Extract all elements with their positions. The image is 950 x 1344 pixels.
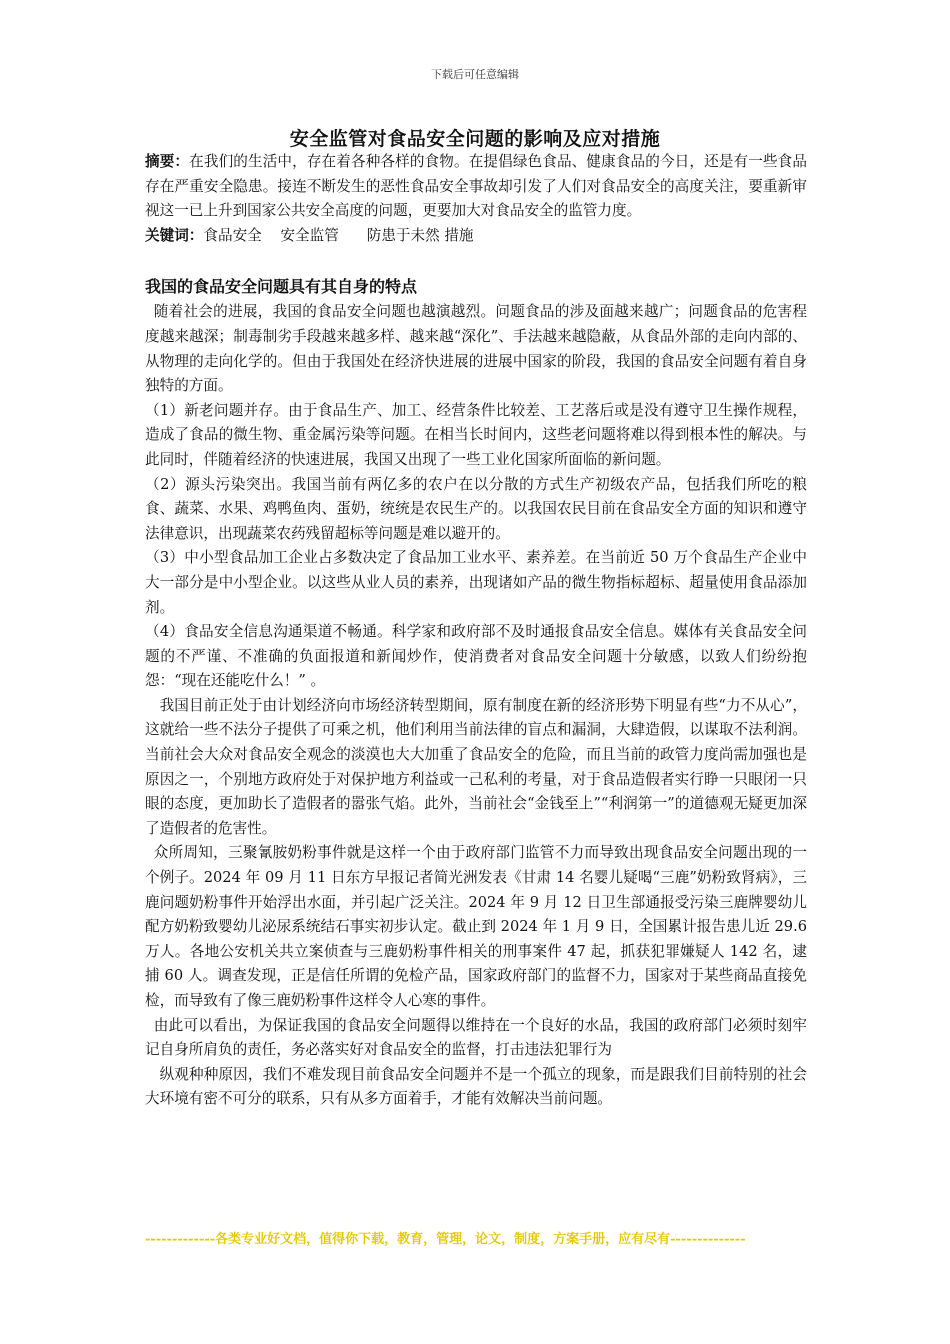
body-paragraph: 我国目前正处于由计划经济向市场经济转型期间，原有制度在新的经济形势下明显有些“力不从心”，这就给一些不法分子提供了可乘之机，他们利用当前法律的盲点和漏洞，大肆造假，以谋取不法利润。当前社会大众对食品安全观念的淡漠也大大加重了食品安全的危险，而且当前的政管力度尚需加强也是原因之一，个别地方政府处于对保护地方利益或一己私利的考量，对于食品造假者实行睁一只眼闭一只眼的态度，更加助长了造假者的嚣张气焰。此外，当前社会“金钱至上”“利润第一”的道德观无疑更加深了造假者的危害性。 bbox=[145, 696, 807, 837]
body-paragraph: 众所周知，三聚氰胺奶粉事件就是这样一个由于政府部门监管不力而导致出现食品安全问题出现的一个例子。2024 年 09 月 11 日东方早报记者简光洲发表《甘肃 14 名婴儿疑喝“三鹿”奶粉致肾病》，三鹿问题奶粉事件开始浮出水面，并引起广泛关注。2024 年 9 月 12 日卫生部通报受污染三鹿牌婴幼儿配方奶粉致婴幼儿泌尿系统结石事实初步认定。截止到 2024 年 1 月 9 日，全国累计报告患儿近 29.6 万人。各地公安机关共立案侦查与三鹿奶粉事件相关的刑事案件 47 起，抓获犯罪嫌疑人 142 名，逮捕 60 人。调查发现，正是信任所谓的免检产品，国家政府部门的监督不力，国家对于某些商品直接免检，而导致有了像三鹿奶粉事件这样令人心寒的事件。 bbox=[145, 844, 807, 1009]
body-paragraph: （2）源头污染突出。我国当前有两亿多的农户在以分散的方式生产初级农产品，包括我们所吃的粮食、蔬菜、水果、鸡鸭鱼肉、蛋奶，统统是农民生产的。以我国农民目前在食品安全方面的知识和遵守法律意识，出现蔬菜农药残留超标等问题是难以避开的。 bbox=[145, 475, 807, 542]
keywords-line bbox=[145, 224, 807, 249]
body-paragraph: （1）新老问题并存。由于食品生产、加工、经营条件比较差、工艺落后或是没有遵守卫生操作规程，造成了食品的微生物、重金属污染等问题。在相当长时间内，这些老问题将难以得到根本性的解决。与此同时，伴随着经济的快速进展，我国又出现了一些工业化国家所面临的新问题。 bbox=[145, 401, 807, 468]
page-title: 安全监管对食品安全问题的影响及应对措施 bbox=[289, 128, 661, 150]
body-paragraph: （4）食品安全信息沟通渠道不畅通。科学家和政府部不及时通报食品安全信息。媒体有关食品安全问题的不严谨、不准确的负面报道和新闻炒作，使消费者对食品安全问题十分敏感，以致人们纷纷抱怨：“现在还能吃什么！” 。 bbox=[145, 623, 807, 690]
footer-banner: -------------各类专业好文档，值得你下载，教育，管理，论文，制度，方案手册，应有尽有-------------- bbox=[145, 1232, 746, 1247]
keyword-item: 安全监管 bbox=[280, 226, 339, 244]
body-paragraph: 随着社会的进展，我国的食品安全问题也越演越烈。问题食品的涉及面越来越广；问题食品的危害程度越来越深；制毒制劣手段越来越多样、越来越“深化”、手法越来越隐蔽，从食品外部的走向内部的、从物理的走向化学的。但由于我国处在经济快进展的进展中国家的阶段，我国的食品安全问题有着自身独特的方面。 bbox=[145, 303, 807, 395]
keywords-label: 关键词： bbox=[145, 226, 204, 244]
abstract-label: 摘要： bbox=[145, 153, 190, 170]
body-paragraph: 由此可以看出，为保证我国的食品安全问题得以维持在一个良好的水品，我国的政府部门必须时刻牢记自身所肩负的责任，务必落实好对食品安全的监督，打击违法犯罪行为 bbox=[145, 1016, 807, 1059]
body-paragraph: （3）中小型食品加工企业占多数决定了食品加工业水平、素养差。在当前近 50 万个食品生产企业中大一部分是中小型企业。以这些从业人员的素养，出现诸如产品的微生物指标超标、超量使用食品添加剂。 bbox=[145, 549, 807, 616]
document-body bbox=[145, 150, 807, 1112]
keyword-item: 食品安全 bbox=[203, 226, 262, 244]
keyword-item: 防患于未然 措施 bbox=[366, 226, 474, 244]
body-paragraph: 纵观种种原因，我们不难发现目前食品安全问题并不是一个孤立的现象，而是跟我们目前特别的社会大环境有密不可分的联系，只有从多方面着手，才能有效解决当前问题。 bbox=[145, 1065, 807, 1108]
header-note: 下载后可任意编辑 bbox=[431, 68, 519, 81]
section-heading: 我国的食品安全问题具有其自身的特点 bbox=[145, 277, 418, 297]
abstract-text: 在我们的生活中，存在着各种各样的食物。在提倡绿色食品、健康食品的今日，还是有一些食品存在严重安全隐患。接连不断发生的恶性食品安全事故却引发了人们对食品安全的高度关注，要重新审视这一已上升到国家公共安全高度的问题，更要加大对食品安全的监管力度。 bbox=[145, 153, 807, 220]
abstract-paragraph bbox=[145, 150, 807, 224]
